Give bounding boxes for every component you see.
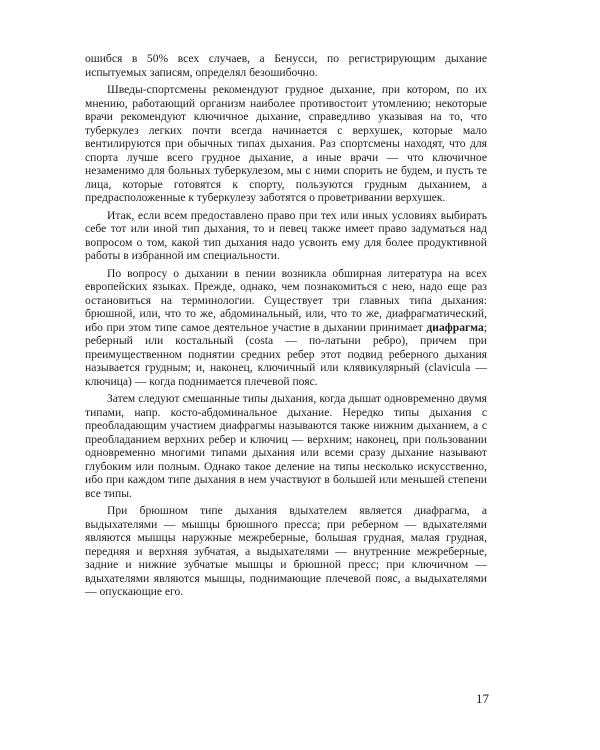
text-run: Итак, если всем предоставлено право при тех или иных условиях выбирать себе тот или иной тип дыхания, то и певец также имеет право задуматься над вопросом о том, какой тип дыхания надо усвоить ему для более продуктивной работы в избранной им специальности. [85, 208, 487, 262]
text-run: При брюшном типе дыхания вдыхателем является диафрагма, а выдыхателями — мышцы брюшного пресса; при реберном — вдыхателями являются мышцы наружные межреберные, большая грудная, малая грудная, передняя и верхняя зубчатая, а выдыхателями — внутренние межреберные, задние и нижние зубчатые мышцы и брюшной пресс; при ключичном — вдыхателями являются мышцы, поднимающие плечевой пояс, а выдыхателями — опускающие его. [85, 504, 487, 598]
page-number: 17 [476, 691, 489, 706]
text-run: ошибся в 50% всех случаев, а Бенусси, по регистрирующим дыхание испытуемых записям, определял безошибочно. [85, 52, 487, 79]
text-run: Шведы-спортсмены рекомендуют грудное дыхание, при котором, по их мнению, работающий организм наиболее противостоит утомлению; некоторые врачи рекомендуют ключичное дыхание, справедливо указывая на то, что туберкулез легких почти всегда начинается с верхушек, которые мало вентилируются при обычных типах дыхания. Раз спортсмены находят, что для спорта лучше всего грудное дыхание, а иные врачи — что ключичное незаменимо для больных туберкулезом, мы с ними спорить не будем, и пусть те лица, которые готовятся к спорту, пользуются грудным дыханием, а предрасположенные к туберкулезу заботятся о проветривании верхушек. [85, 83, 487, 204]
page-text [85, 52, 487, 603]
paragraph [85, 209, 487, 263]
text-run: ; реберный или костальный (costa — по-латыни ребро), причем при преимущественном поднятии средних ребер этот подвид реберного дыхания называется грудным; и, наконец, ключичный или клявикулярный (clavicula — ключица) — когда поднимается плечевой пояс. [85, 320, 487, 388]
paragraph [85, 392, 487, 500]
bold-term: диафрагма [426, 320, 484, 334]
paragraph [85, 267, 487, 389]
paragraph [85, 52, 487, 79]
paragraph [85, 504, 487, 599]
text-run: По вопросу о дыхании в пении возникла обширная литература на всех европейских языках. Прежде, однако, чем познакомиться с нею, надо еще раз остановиться на терминологии. Существует три главных типа дыхания: брюшной, или, что то же, абдоминальный, или, что то же, диафрагматический, ибо при этом типе самое деятельное участие в дыхании принимает [85, 266, 487, 334]
text-run: Затем следуют смешанные типы дыхания, когда дышат одновременно двумя типами, напр. косто-абдоминальное дыхание. Нередко типы дыхания с преобладающим участием диафрагмы называются также нижним дыханием, а с преобладанием верхних ребер и ключиц — верхним; наконец, при пользовании одновременно многими типами дыхания или всеми сразу дыхание называют глубоким или полным. Однако такое деление на типы несколько искусственно, ибо при каждом типе дыхания в нем участвуют в большей или меньшей степени все типы. [85, 392, 487, 500]
paragraph [85, 83, 487, 205]
